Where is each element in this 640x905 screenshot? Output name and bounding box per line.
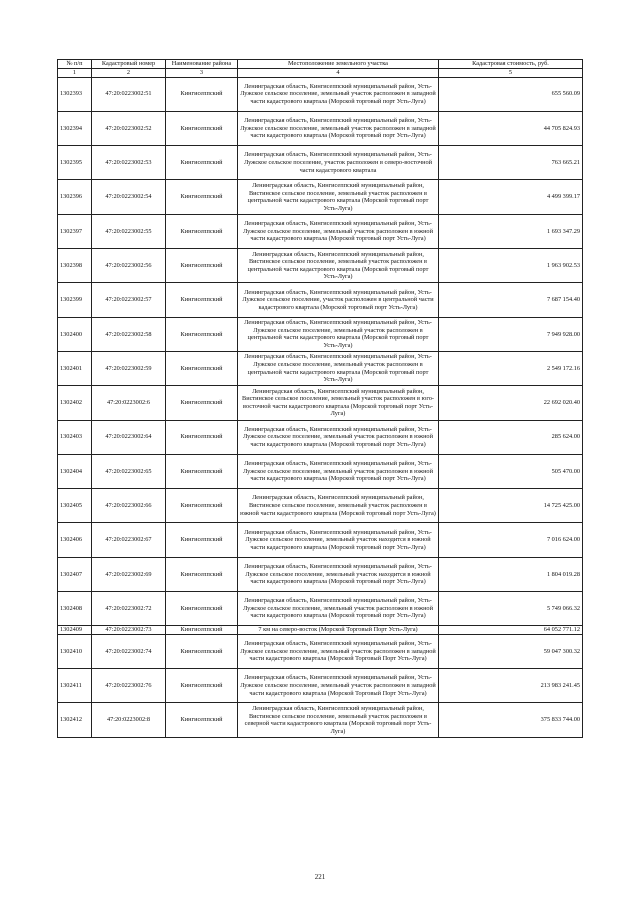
- table-row: [58, 454, 583, 488]
- location-cell: Ленинградская область, Кингисеппский муниципальный район, Усть-Лужское сельское поселение, земельный участок расположен в западной части кадастрового квартала (Морской торговый порт Усть-Луга): [238, 111, 439, 145]
- column-number: 4: [238, 69, 439, 78]
- district-cell: Кингисеппский: [166, 146, 238, 180]
- cadastral-number-cell: 47:20:0223002:73: [92, 626, 166, 635]
- cadastral-value-cell: 7 016 624.00: [439, 523, 583, 557]
- row-number-cell: 1302401: [58, 351, 92, 385]
- row-number-cell: 1302394: [58, 111, 92, 145]
- location-cell: Ленинградская область, Кингисеппский муниципальный район, Усть-Лужское сельское поселение, земельный участок расположен в центральной части кадастрового квартала (Морской торговый порт Усть-Луга): [238, 317, 439, 351]
- column-number: 5: [439, 69, 583, 78]
- table-row: [58, 146, 583, 180]
- column-number: 1: [58, 69, 92, 78]
- district-cell: Кингисеппский: [166, 626, 238, 635]
- row-number-cell: 1302409: [58, 626, 92, 635]
- district-cell: Кингисеппский: [166, 523, 238, 557]
- cadastral-value-cell: 213 983 241.45: [439, 669, 583, 703]
- table-row: [58, 703, 583, 737]
- table-row: [58, 111, 583, 145]
- cadastral-value-cell: 5 749 066.32: [439, 592, 583, 626]
- row-number-cell: 1302407: [58, 557, 92, 591]
- cadastral-value-cell: 505 470.00: [439, 454, 583, 488]
- cadastral-value-cell: 285 624.00: [439, 420, 583, 454]
- cadastral-value-cell: 7 949 928.00: [439, 317, 583, 351]
- cadastral-number-cell: 47:20:0223002:76: [92, 669, 166, 703]
- district-cell: Кингисеппский: [166, 351, 238, 385]
- cadastral-number-cell: 47:20:0223002:67: [92, 523, 166, 557]
- header-cadastral-number: Кадастровый номер: [92, 60, 166, 69]
- table-row: [58, 249, 583, 283]
- district-cell: Кингисеппский: [166, 77, 238, 111]
- table-row: [58, 351, 583, 385]
- row-number-cell: 1302400: [58, 317, 92, 351]
- location-cell: 7 км на северо-восток (Морской Торговый Порт Усть-Луга): [238, 626, 439, 635]
- cadastral-number-cell: 47:20:0223002:54: [92, 180, 166, 214]
- row-number-cell: 1302395: [58, 146, 92, 180]
- row-number-cell: 1302396: [58, 180, 92, 214]
- location-cell: Ленинградская область, Кингисеппский муниципальный район, Усть-Лужское сельское поселение, земельный участок расположен в центральной части кадастрового квартала (Морской торговый порт Усть-Луга): [238, 351, 439, 385]
- cadastral-value-cell: 64 052 771.12: [439, 626, 583, 635]
- district-cell: Кингисеппский: [166, 317, 238, 351]
- row-number-cell: 1302410: [58, 634, 92, 668]
- table-row: [58, 180, 583, 214]
- row-number-cell: 1302406: [58, 523, 92, 557]
- location-cell: Ленинградская область, Кингисеппский муниципальный район, Усть-Лужское сельское поселение, участок расположен в северо-восточной части кадастрового квартала: [238, 146, 439, 180]
- location-cell: Ленинградская область, Кингисеппский муниципальный район, Вистинское сельское поселение, земельный участок расположен в юго-восточной части кадастрового квартала (Морской торговый порт Усть-Луга): [238, 386, 439, 420]
- cadastral-value-cell: 375 833 744.00: [439, 703, 583, 737]
- row-number-cell: 1302398: [58, 249, 92, 283]
- cadastral-number-cell: 47:20:0223002:57: [92, 283, 166, 317]
- district-cell: Кингисеппский: [166, 386, 238, 420]
- location-cell: Ленинградская область, Кингисеппский муниципальный район, Вистинское сельское поселение, земельный участок расположен в южной части кадастрового квартала (Морской торговый порт Усть-Луга): [238, 489, 439, 523]
- location-cell: Ленинградская область, Кингисеппский муниципальный район, Вистинское сельское поселение, земельный участок расположен в северной части кадастрового квартала (Морской торговый порт Усть-Луга): [238, 703, 439, 737]
- cadastral-number-cell: 47:20:0223002:58: [92, 317, 166, 351]
- table-row: [58, 420, 583, 454]
- row-number-cell: 1302393: [58, 77, 92, 111]
- table-row: [58, 626, 583, 635]
- location-cell: Ленинградская область, Кингисеппский муниципальный район, Усть-Лужское сельское поселение, земельный участок расположен в западной части кадастрового квартала (Морской Торговый Порт Усть-Луга): [238, 634, 439, 668]
- row-number-cell: 1302403: [58, 420, 92, 454]
- district-cell: Кингисеппский: [166, 111, 238, 145]
- row-number-cell: 1302397: [58, 214, 92, 248]
- location-cell: Ленинградская область, Кингисеппский муниципальный район, Усть-Лужское сельское поселение, земельный участок находится в южной части кадастрового квартала (Морской торговый порт Усть-Луга): [238, 523, 439, 557]
- location-cell: Ленинградская область, Кингисеппский муниципальный район, Усть-Лужское сельское поселение, земельный участок расположен в западной части кадастрового квартала (Морской Торговый Порт Усть-Луга): [238, 669, 439, 703]
- header-district: Наименование района: [166, 60, 238, 69]
- cadastral-value-cell: 59 047 300.32: [439, 634, 583, 668]
- cadastral-number-cell: 47:20:0223002:72: [92, 592, 166, 626]
- cadastral-value-cell: 2 549 172.16: [439, 351, 583, 385]
- cadastral-table: [57, 59, 583, 738]
- table-row: [58, 634, 583, 668]
- cadastral-value-cell: 4 499 399.17: [439, 180, 583, 214]
- district-cell: Кингисеппский: [166, 454, 238, 488]
- column-number-row: [58, 69, 583, 78]
- cadastral-value-cell: 22 692 020.40: [439, 386, 583, 420]
- cadastral-number-cell: 47:20:0223002:53: [92, 146, 166, 180]
- cadastral-number-cell: 47:20:0223002:65: [92, 454, 166, 488]
- district-cell: Кингисеппский: [166, 592, 238, 626]
- row-number-cell: 1302411: [58, 669, 92, 703]
- table-row: [58, 489, 583, 523]
- cadastral-number-cell: 47:20:0223002:51: [92, 77, 166, 111]
- page-number: 221: [314, 873, 326, 881]
- header-location: Местоположение земельного участка: [238, 60, 439, 69]
- cadastral-value-cell: 763 665.21: [439, 146, 583, 180]
- cadastral-value-cell: 1 693 347.29: [439, 214, 583, 248]
- cadastral-number-cell: 47:20:0223002:59: [92, 351, 166, 385]
- header-number: № п/п: [58, 60, 92, 69]
- district-cell: Кингисеппский: [166, 489, 238, 523]
- table-row: [58, 77, 583, 111]
- district-cell: Кингисеппский: [166, 703, 238, 737]
- column-number: 3: [166, 69, 238, 78]
- location-cell: Ленинградская область, Кингисеппский муниципальный район, Усть-Лужское сельское поселение, земельный участок расположен в южной части кадастрового квартала (Морской торговый порт Усть-Луга): [238, 592, 439, 626]
- cadastral-number-cell: 47:20:0223002:69: [92, 557, 166, 591]
- cadastral-number-cell: 47:20:0223002:66: [92, 489, 166, 523]
- row-number-cell: 1302412: [58, 703, 92, 737]
- header-row: [58, 60, 583, 69]
- district-cell: Кингисеппский: [166, 283, 238, 317]
- district-cell: Кингисеппский: [166, 180, 238, 214]
- cadastral-number-cell: 47:20:0223002:56: [92, 249, 166, 283]
- location-cell: Ленинградская область, Кингисеппский муниципальный район, Вистинское сельское поселение, земельный участок расположен в центральной части кадастрового квартала (Морской торговый порт Усть-Луга): [238, 249, 439, 283]
- district-cell: Кингисеппский: [166, 214, 238, 248]
- table-row: [58, 669, 583, 703]
- cadastral-number-cell: 47:20:0223002:55: [92, 214, 166, 248]
- location-cell: Ленинградская область, Кингисеппский муниципальный район, Усть-Лужское сельское поселение, участок расположен в центральной части кадастрового квартала (Морской торговый порт Усть-Луга): [238, 283, 439, 317]
- row-number-cell: 1302408: [58, 592, 92, 626]
- location-cell: Ленинградская область, Кингисеппский муниципальный район, Вистинское сельское поселение, земельный участок расположен в центральной части кадастрового квартала (Морской торговый порт Усть-Луга): [238, 180, 439, 214]
- header-cadastral-value: Кадастровая стоимость, руб.: [439, 60, 583, 69]
- district-cell: Кингисеппский: [166, 557, 238, 591]
- location-cell: Ленинградская область, Кингисеппский муниципальный район, Усть-Лужское сельское поселение, земельный участок расположен в южной части кадастрового квартала (Морской торговый порт Усть-Луга): [238, 420, 439, 454]
- cadastral-value-cell: 1 804 019.28: [439, 557, 583, 591]
- location-cell: Ленинградская область, Кингисеппский муниципальный район, Усть-Лужское сельское поселение, земельный участок находится в южной части кадастрового квартала (Морской торговый порт Усть-Луга): [238, 557, 439, 591]
- table-body: [58, 77, 583, 737]
- row-number-cell: 1302405: [58, 489, 92, 523]
- cadastral-number-cell: 47:20:0223002:64: [92, 420, 166, 454]
- location-cell: Ленинградская область, Кингисеппский муниципальный район, Усть-Лужское сельское поселение, земельный участок расположен в южной части кадастрового квартала (Морской торговый порт Усть-Луга): [238, 454, 439, 488]
- district-cell: Кингисеппский: [166, 669, 238, 703]
- row-number-cell: 1302404: [58, 454, 92, 488]
- table-row: [58, 523, 583, 557]
- table-row: [58, 317, 583, 351]
- cadastral-value-cell: 44 705 824.93: [439, 111, 583, 145]
- cadastral-number-cell: 47:20:0223002:6: [92, 386, 166, 420]
- table-row: [58, 557, 583, 591]
- cadastral-number-cell: 47:20:0223002:8: [92, 703, 166, 737]
- row-number-cell: 1302399: [58, 283, 92, 317]
- district-cell: Кингисеппский: [166, 420, 238, 454]
- district-cell: Кингисеппский: [166, 249, 238, 283]
- column-number: 2: [92, 69, 166, 78]
- row-number-cell: 1302402: [58, 386, 92, 420]
- table-row: [58, 214, 583, 248]
- cadastral-value-cell: 655 560.09: [439, 77, 583, 111]
- cadastral-number-cell: 47:20:0223002:52: [92, 111, 166, 145]
- cadastral-value-cell: 7 687 154.40: [439, 283, 583, 317]
- table-row: [58, 283, 583, 317]
- location-cell: Ленинградская область, Кингисеппский муниципальный район, Усть-Лужское сельское поселение, земельный участок расположен в западной части кадастрового квартала (Морской торговый порт Усть-Луга): [238, 77, 439, 111]
- cadastral-value-cell: 1 963 902.53: [439, 249, 583, 283]
- table-row: [58, 592, 583, 626]
- cadastral-value-cell: 14 725 425.00: [439, 489, 583, 523]
- table-row: [58, 386, 583, 420]
- location-cell: Ленинградская область, Кингисеппский муниципальный район, Усть-Лужское сельское поселение, земельный участок расположен в южной части кадастрового квартала (Морской торговый порт Усть-Луга): [238, 214, 439, 248]
- cadastral-number-cell: 47:20:0223002:74: [92, 634, 166, 668]
- district-cell: Кингисеппский: [166, 634, 238, 668]
